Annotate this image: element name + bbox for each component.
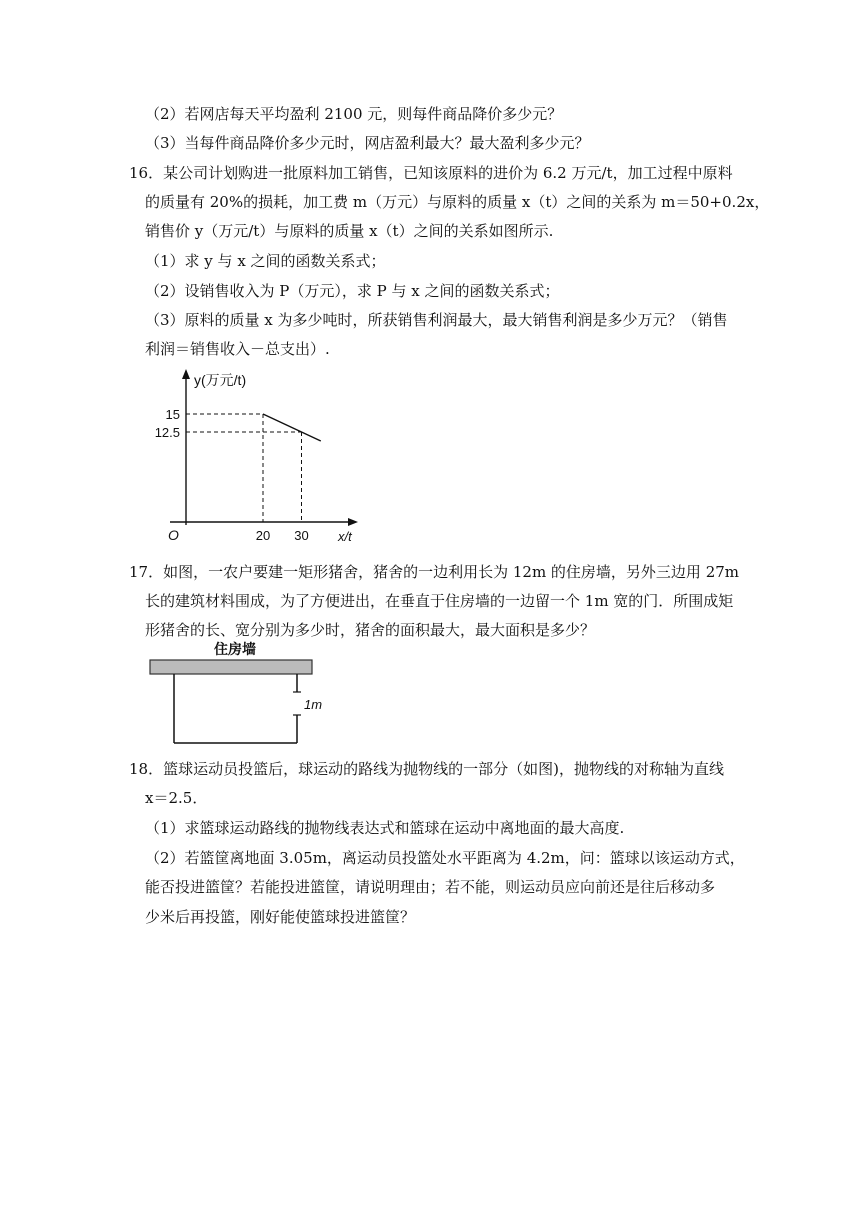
q16-part1: （1）求 y 与 x 之间的函数关系式； <box>145 252 386 270</box>
q18-part2-2: 能否投进篮筐？若能投进篮筐，请说明理由；若不能，则运动员应向前还是往后移动多 <box>145 878 716 896</box>
x-tick-30: 30 <box>294 528 309 543</box>
house-wall <box>150 660 312 674</box>
x-axis-label: x/t <box>338 529 352 544</box>
q18-part1: （1）求篮球运动路线的抛物线表达式和篮球在运动中离地面的最大高度. <box>145 819 625 837</box>
q16-part3-2: 利润＝销售收入－总支出）. <box>145 340 330 358</box>
origin-label: O <box>168 527 179 543</box>
y-tick-15: 15 <box>165 407 180 422</box>
x-axis-arrow <box>348 518 358 526</box>
y-tick-12-5: 12.5 <box>154 425 180 440</box>
q16-graph <box>130 365 370 545</box>
q16-stem-3: 销售价 y（万元/t）与原料的质量 x（t）之间的关系如图所示. <box>145 222 554 240</box>
q18-stem-2: x＝2.5． <box>145 789 208 807</box>
x-tick-20: 20 <box>255 528 271 543</box>
series-line <box>263 414 321 441</box>
q18-stem-1: 18．篮球运动员投篮后，球运动的路线为抛物线的一部分（如图)，抛物线的对称轴为直线 <box>129 760 724 778</box>
q16-stem-2: 的质量有 20%的损耗，加工费 m（万元）与原料的质量 x（t）之间的关系为 m＝50+0.2x， <box>145 193 770 211</box>
door-label: 1m <box>304 697 323 712</box>
y-axis-arrow <box>182 369 190 379</box>
q16-stem-1: 16．某公司计划购进一批原料加工销售，已知该原料的进价为 6.2 万元/t，加工过程中原料 <box>129 164 733 182</box>
q16-part3-1: （3）原料的质量 x 为多少吨时，所获销售利润最大，最大销售利润是多少万元？（销售 <box>145 311 728 329</box>
wall-label: 住房墙 <box>214 641 256 657</box>
q17-pen-figure <box>145 636 325 748</box>
q15-part2: （2）若网店每天平均盈利 2100 元，则每件商品降价多少元？ <box>145 105 563 123</box>
q18-part2-1: （2）若篮筐离地面 3.05m，离运动员投篮处水平距离为 4.2m，问：篮球以该运动方式， <box>145 849 745 867</box>
q16-part2: （2）设销售收入为 P（万元），求 P 与 x 之间的函数关系式； <box>145 282 560 300</box>
q17-stem-3: 形猪舍的长、宽分别为多少时，猪舍的面积最大，最大面积是多少？ <box>145 621 596 639</box>
q17-stem-2: 长的建筑材料围成，为了方便进出，在垂直于住房墙的一边留一个 1m 宽的门．所围成矩 <box>145 592 734 610</box>
y-axis-label: y(万元/t) <box>194 372 247 388</box>
q17-stem-1: 17．如图，一农户要建一矩形猪舍，猪舍的一边利用长为 12m 的住房墙，另外三边用 27m <box>129 563 740 581</box>
q18-part2-3: 少米后再投篮，刚好能使篮球投进篮筐？ <box>145 908 416 926</box>
q15-part3: （3）当每件商品降价多少元时，网店盈利最大？最大盈利多少元？ <box>145 134 590 152</box>
